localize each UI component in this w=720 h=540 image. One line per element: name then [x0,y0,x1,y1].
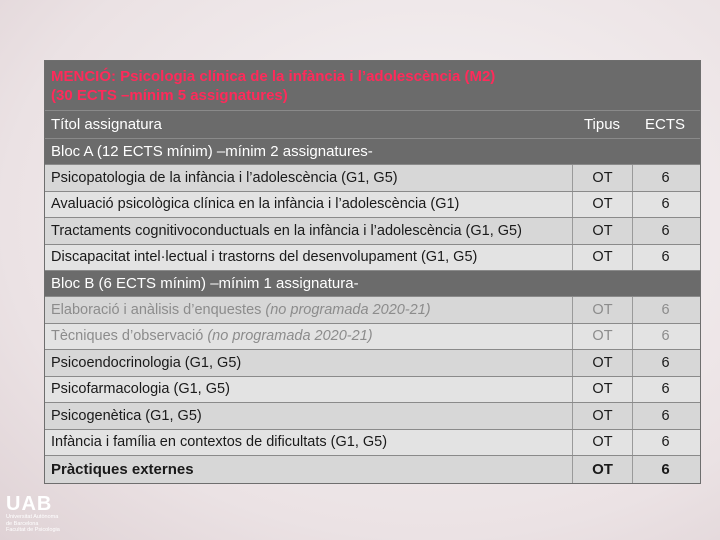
course-ects: 6 [632,245,698,271]
bloc-a-header [45,139,700,165]
course-name: Psicofarmacologia (G1, G5) [51,381,230,398]
table-row [45,456,700,483]
table-row [45,324,700,351]
table-header-row [45,111,700,139]
course-ects: 6 [632,456,698,483]
table-row [45,403,700,430]
course-ects: 6 [632,165,698,191]
course-type: OT [572,456,632,483]
course-note: (no programada 2020-21) [265,301,431,318]
table-title-line1: MENCIÓ: Psicologia clínica de la infància i l’adolescència (M2) [51,67,496,85]
course-type: OT [572,324,632,350]
course-name: Infància i família en contextos de dificultats (G1, G5) [51,434,388,451]
course-name-cell [45,324,572,350]
bloc-b-header [45,271,700,297]
course-ects: 6 [632,403,698,429]
logo-line1: Universitat Autònoma [6,514,59,520]
course-ects: 6 [632,430,698,456]
header-title: Títol assignatura [51,116,162,133]
table-row [45,245,700,272]
course-ects: 6 [632,192,698,218]
bloc-b-label: Bloc B (6 ECTS mínim) –mínim 1 assignatura- [51,275,359,292]
course-type: OT [572,377,632,403]
bloc-a-label: Bloc A (12 ECTS mínim) –mínim 2 assignatures- [51,143,373,160]
header-type: Tipus [583,116,621,133]
header-ects: ECTS [644,116,685,133]
course-type: OT [572,297,632,323]
table-row [45,377,700,404]
course-ects: 6 [632,218,698,244]
table-row [45,350,700,377]
course-type: OT [572,192,632,218]
logo-line3: Facultat de Psicologia [6,527,60,533]
logo-mark: UAB [6,493,53,515]
course-name: Psicogenètica (G1, G5) [51,407,202,424]
table-row [45,192,700,219]
course-type: OT [572,403,632,429]
table-row [45,218,700,245]
course-type: OT [572,218,632,244]
course-ects: 6 [632,324,698,350]
course-ects: 6 [632,350,698,376]
course-name: Avaluació psicològica clínica en la infància i l’adolescència (G1) [51,196,460,213]
course-type: OT [572,245,632,271]
table-row [45,165,700,192]
course-name: Tècniques d’observació [51,328,204,345]
course-note: (no programada 2020-21) [207,328,373,345]
course-name: Psicopatologia de la infància i l’adolescència (G1, G5) [51,169,398,186]
table-row [45,297,700,324]
course-type: OT [572,350,632,376]
uab-logo [6,494,76,534]
course-name: Elaboració i anàlisis d’enquestes [51,301,262,318]
course-type: OT [572,165,632,191]
course-name: Discapacitat intel·lectual i trastorns del desenvolupament (G1, G5) [51,249,478,266]
course-name: Pràctiques externes [51,460,194,478]
table-row [45,430,700,457]
course-name: Tractaments cognitivoconductuals en la infància i l’adolescència (G1, G5) [51,222,522,239]
logo-line2: de Barcelona [6,520,39,527]
course-type: OT [572,430,632,456]
course-name-cell [45,297,572,323]
courses-table [44,60,701,484]
table-title-line2: (30 ECTS –mínim 5 assignatures) [51,86,288,104]
table-title [45,61,700,111]
course-ects: 6 [632,297,698,323]
course-name: Psicoendocrinologia (G1, G5) [51,354,242,371]
course-ects: 6 [632,377,698,403]
